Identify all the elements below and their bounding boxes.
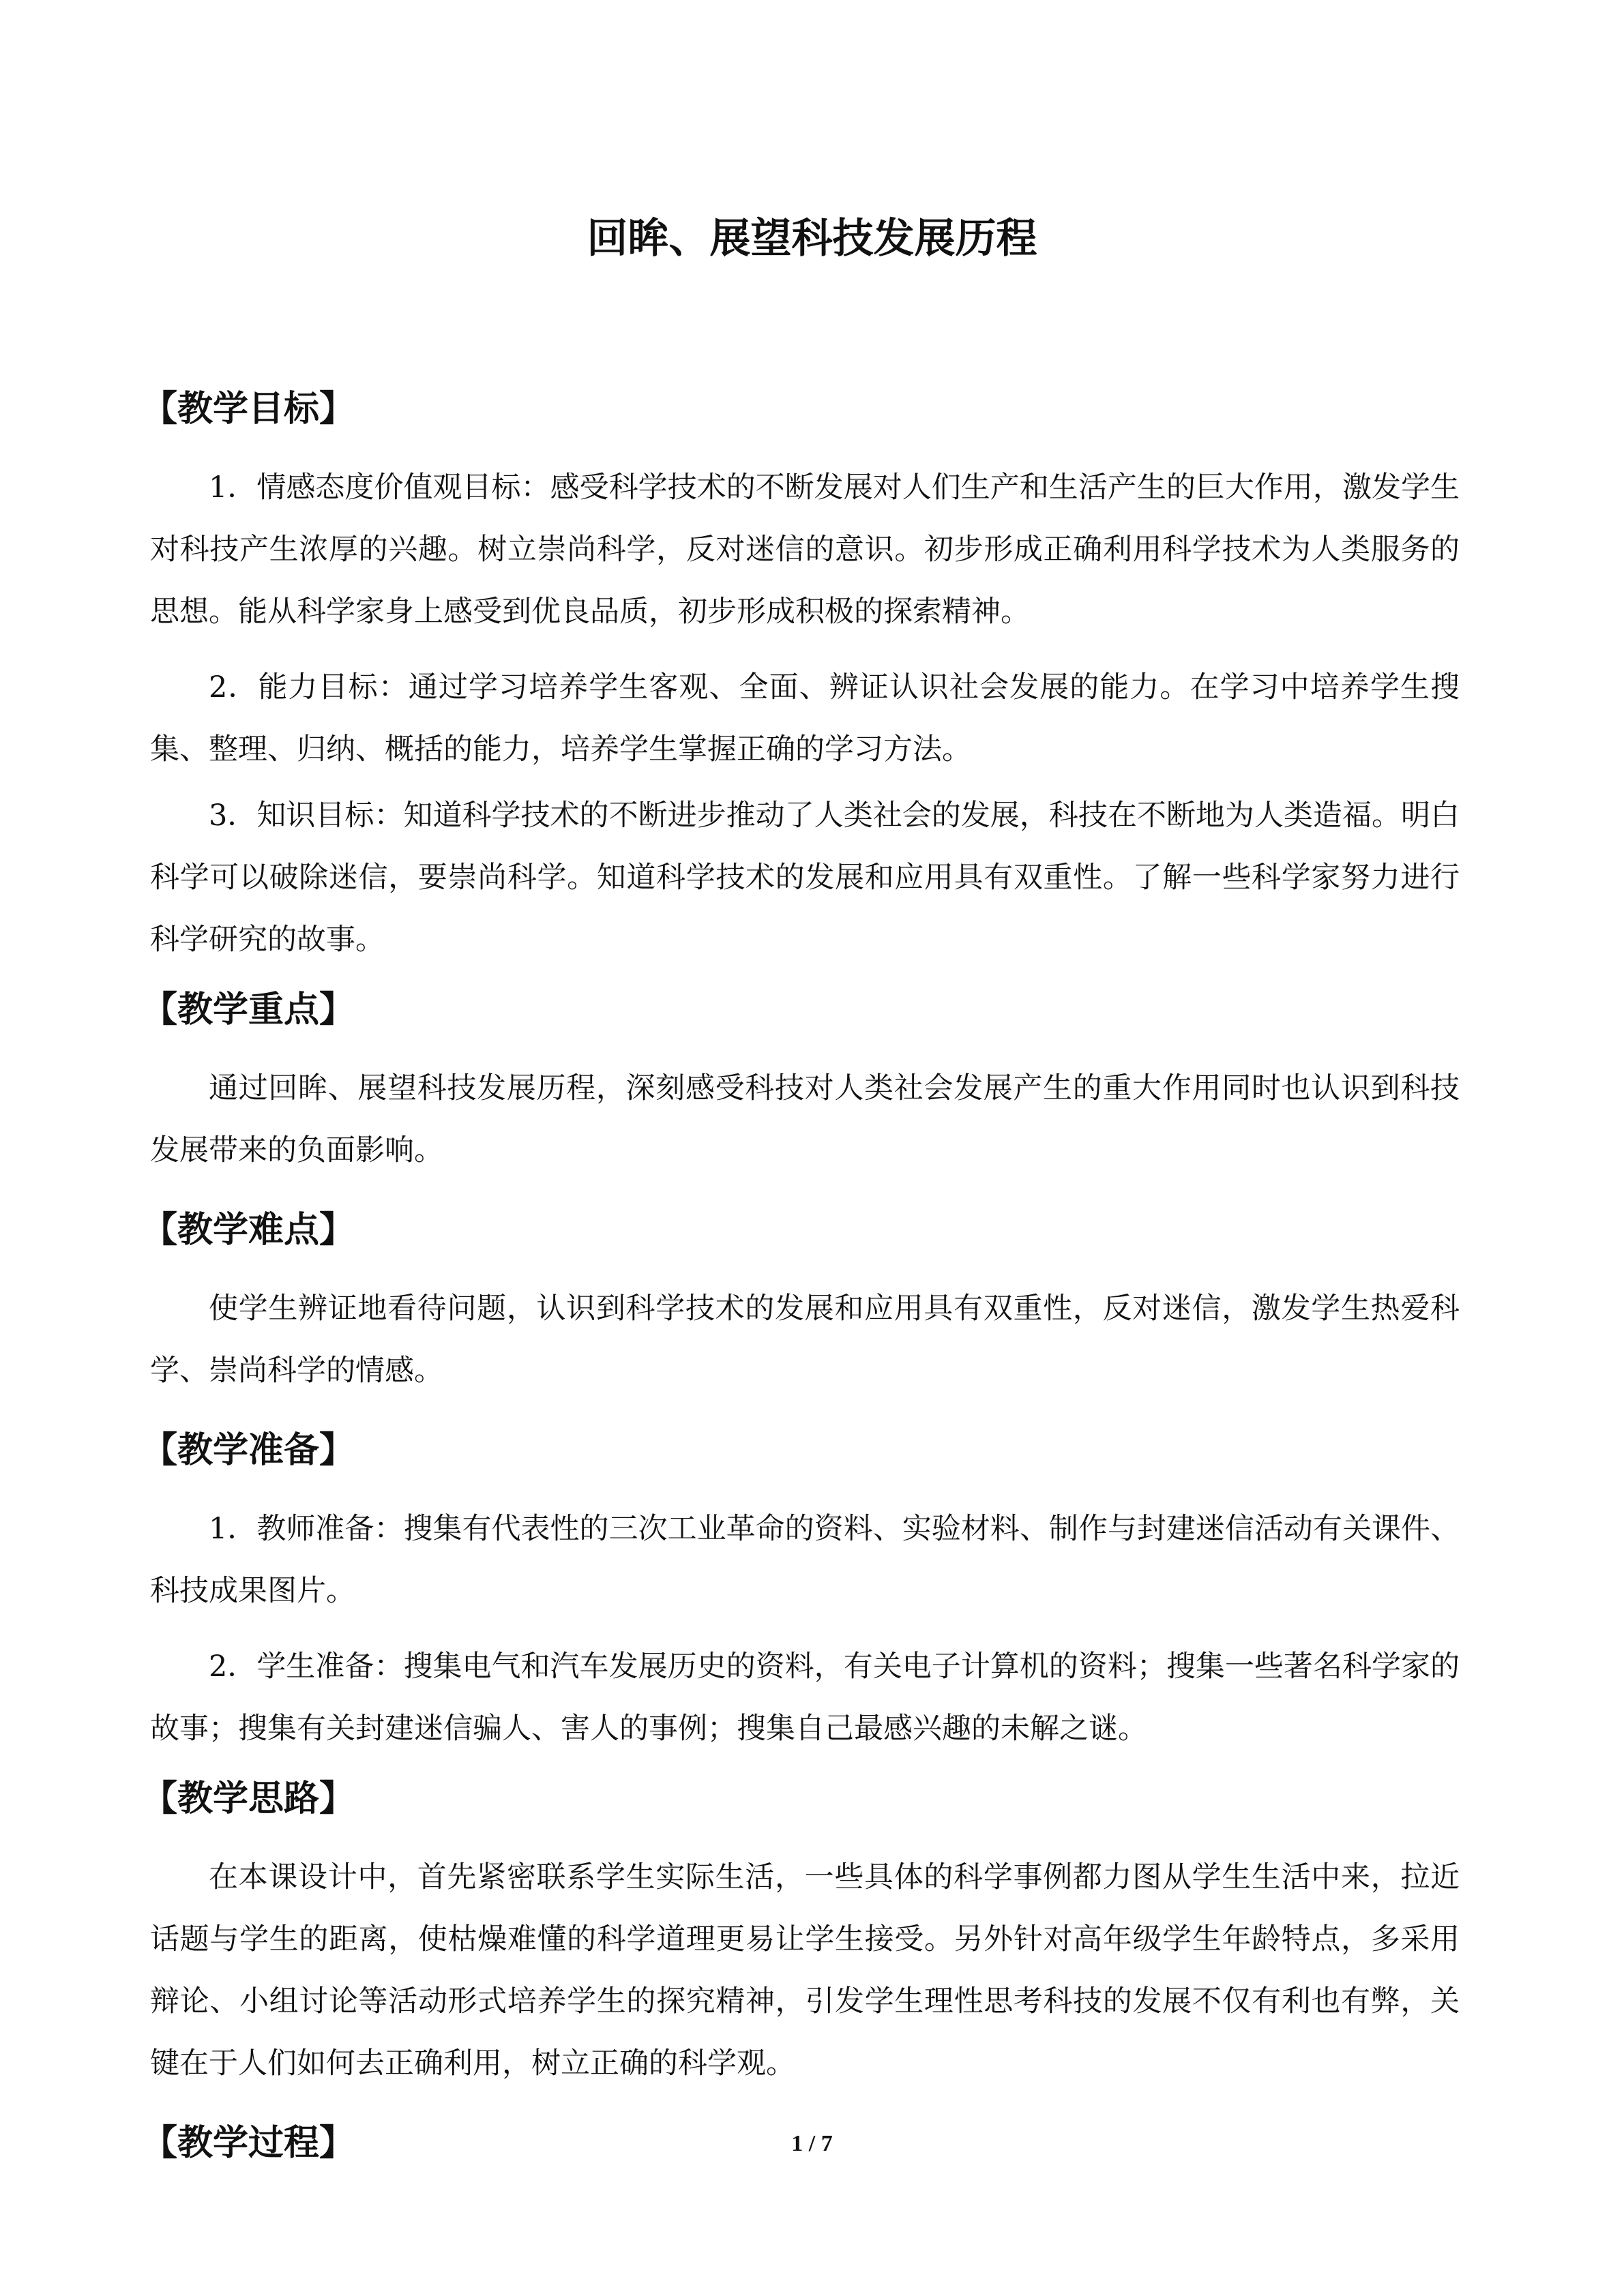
approach-paragraph: 在本课设计中，首先紧密联系学生实际生活，一些具体的科学事例都力图从学生生活中来，拉近话题与学生的距离，使枯燥难懂的科学道理更易让学生接受。另外针对高年级学生年龄特点，多采用辩论、小组讨论等活动形式培养学生的探究精神，引发学生理性思考科技的发展不仅有利也有弊，关键在于人们如何去正确利用，树立正确的科学观。 xyxy=(150,1860,1460,2081)
document-body xyxy=(142,372,1460,2181)
section-heading-process: 【教学过程】 xyxy=(142,2123,355,2164)
section-heading-key-points: 【教学重点】 xyxy=(142,989,355,1030)
section-heading-preparation: 【教学准备】 xyxy=(142,1430,355,1471)
section-heading-approach: 【教学思路】 xyxy=(142,1778,355,1819)
page-title: 回眸、展望科技发展历程 xyxy=(587,215,1037,263)
section-heading-objectives: 【教学目标】 xyxy=(142,389,355,430)
objective-paragraph-2: 2．能力目标：通过学习培养学生客观、全面、辨证认识社会发展的能力。在学习中培养学生搜集、整理、归纳、概括的能力，培养学生掌握正确的学习方法。 xyxy=(150,670,1460,766)
key-points-paragraph: 通过回眸、展望科技发展历程，深刻感受科技对人类社会发展产生的重大作用同时也认识到科技发展带来的负面影响。 xyxy=(150,1071,1460,1167)
objective-paragraph-3: 3．知识目标：知道科学技术的不断进步推动了人类社会的发展，科技在不断地为人类造福。明白科学可以破除迷信，要崇尚科学。知道科学技术的发展和应用具有双重性。了解一些科学家努力进行科学研究的故事。 xyxy=(150,799,1460,957)
preparation-paragraph-2: 2．学生准备：搜集电气和汽车发展历史的资料，有关电子计算机的资料；搜集一些著名科学家的故事；搜集有关封建迷信骗人、害人的事例；搜集自己最感兴趣的未解之谜。 xyxy=(150,1650,1460,1746)
page-number: 1 / 7 xyxy=(791,2131,833,2156)
objective-paragraph-1: 1．情感态度价值观目标：感受科学技术的不断发展对人们生产和生活产生的巨大作用，激发学生对科技产生浓厚的兴趣。树立崇尚科学，反对迷信的意识。初步形成正确利用科学技术为人类服务的思想。能从科学家身上感受到优良品质，初步形成积极的探索精神。 xyxy=(150,471,1460,629)
difficulties-paragraph: 使学生辨证地看待问题，认识到科学技术的发展和应用具有双重性，反对迷信，激发学生热爱科学、崇尚科学的情感。 xyxy=(150,1292,1460,1388)
preparation-paragraph-1: 1．教师准备：搜集有代表性的三次工业革命的资料、实验材料、制作与封建迷信活动有关课件、科技成果图片。 xyxy=(150,1512,1460,1608)
section-heading-difficulties: 【教学难点】 xyxy=(142,1210,355,1251)
